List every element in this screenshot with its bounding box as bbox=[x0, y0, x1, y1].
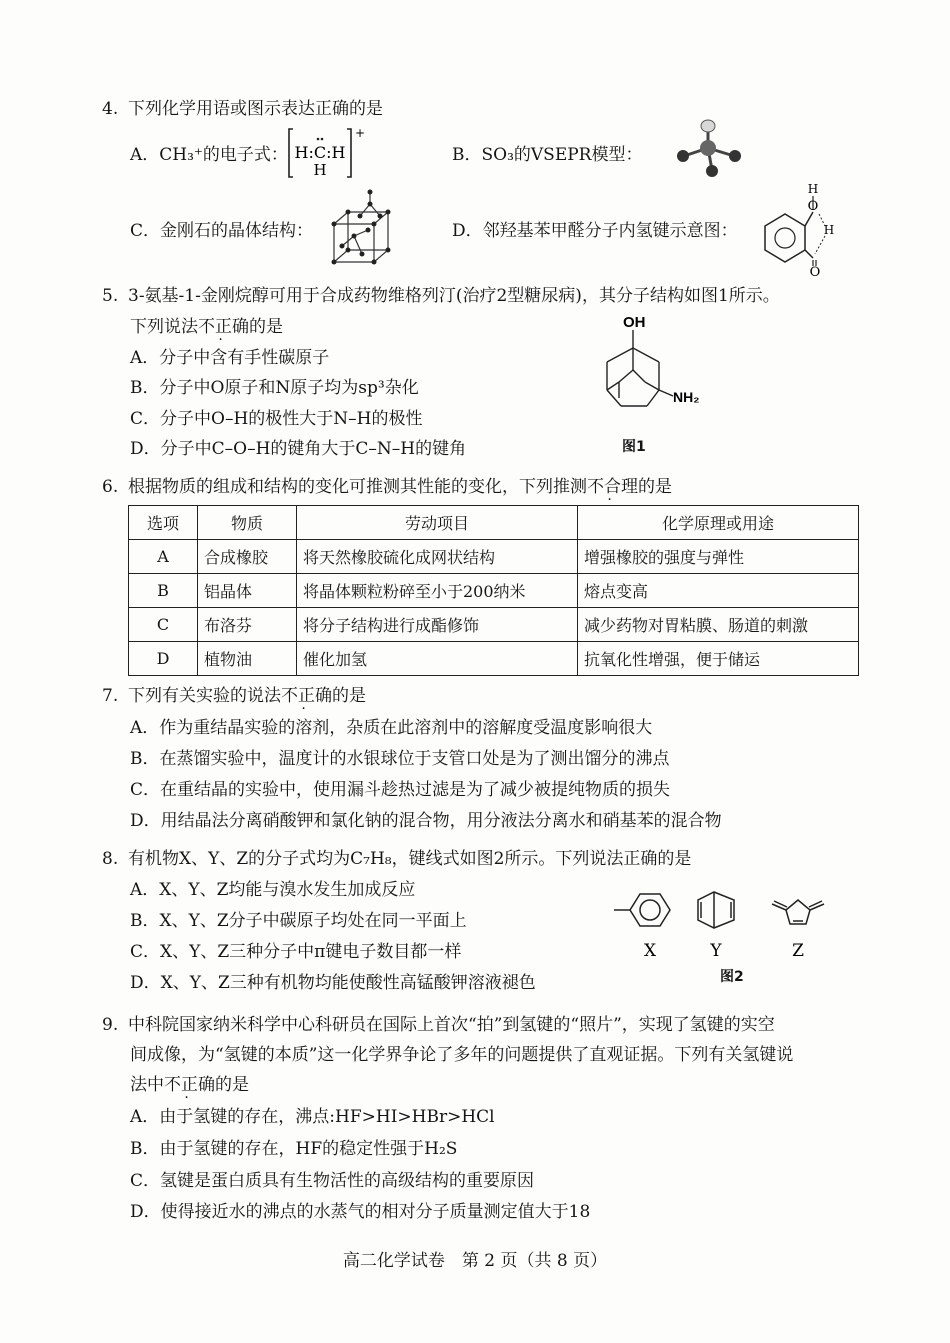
q8-option-a: A．X、Y、Z均能与溴水发生加成反应 bbox=[130, 880, 416, 900]
q4-option-c: C．金刚石的晶体结构： bbox=[130, 221, 314, 241]
label-x: X bbox=[643, 941, 657, 961]
salicylaldehyde-hbond-figure bbox=[755, 178, 845, 280]
header-principle: 化学原理或用途 bbox=[578, 506, 859, 540]
lewis-formula: H:C:H bbox=[294, 143, 346, 162]
q8-option-b: B．X、Y、Z分子中碳原子均处在同一平面上 bbox=[130, 911, 467, 931]
q5-option-d: D．分子中C–O–H的键角大于C–N–H的键角 bbox=[130, 439, 467, 459]
lewis-h-bottom: H bbox=[313, 161, 327, 179]
table-cell: 熔点变高 bbox=[578, 574, 859, 608]
figure2-structures bbox=[610, 880, 850, 964]
q9-option-b: B．由于氢键的存在，HF的稳定性强于H₂S bbox=[130, 1139, 458, 1159]
q8-stem: 8. 有机物X、Y、Z的分子式均为C₇H₈，键线式如图2所示。下列说法正确的是 bbox=[102, 849, 692, 869]
figure1-caption: 图1 bbox=[622, 439, 646, 455]
q9-stem-line3: 法中不正确的是 bbox=[130, 1075, 249, 1095]
q5-stem-line2: 下列说法不正确的是 bbox=[130, 317, 283, 337]
q8-option-d: D．X、Y、Z三种有机物均能使酸性高锰酸钾溶液褪色 bbox=[130, 973, 536, 993]
table-cell: 合成橡胶 bbox=[198, 540, 297, 574]
q8-option-c: C．X、Y、Z三种分子中π键电子数目都一样 bbox=[130, 942, 462, 962]
q6-stem: 6. 根据物质的组成和结构的变化可推测其性能的变化，下列推测不合理的是 bbox=[102, 477, 672, 497]
q7-option-a: A．作为重结晶实验的溶剂，杂质在此溶剂中的溶解度受温度影响很大 bbox=[130, 718, 653, 738]
q7-option-c: C．在重结晶的实验中，使用漏斗趁热过滤是为了减少被提纯物质的损失 bbox=[130, 780, 671, 800]
page-footer: 高二化学试卷 第 2 页（共 8 页） bbox=[342, 1251, 608, 1271]
header-option: 选项 bbox=[129, 506, 198, 540]
header-substance: 物质 bbox=[198, 506, 297, 540]
table-cell: 减少药物对胃粘膜、肠道的刺激 bbox=[578, 608, 859, 642]
table-row bbox=[129, 608, 859, 642]
q9-option-d: D．使得接近水的沸点的水蒸气的相对分子质量测定值大于18 bbox=[130, 1202, 591, 1222]
header-labor: 劳动项目 bbox=[297, 506, 578, 540]
aldehyde-h-label: H bbox=[823, 223, 835, 237]
q5-option-b: B．分子中O原子和N原子均为sp³杂化 bbox=[130, 378, 419, 398]
aminoadamantanol-structure bbox=[585, 308, 710, 458]
q9-option-c: C．氢键是蛋白质具有生物活性的高级结构的重要原因 bbox=[130, 1171, 535, 1191]
table-cell: 将晶体颗粒粉碎至小于200纳米 bbox=[297, 574, 578, 608]
q5-stem: 5. 3-氨基-1-金刚烷醇可用于合成药物维格列汀(治疗2型糖尿病)，其分子结构如图1所示。 bbox=[102, 286, 780, 306]
q4-option-d: D．邻羟基苯甲醛分子内氢键示意图： bbox=[452, 221, 738, 241]
oh-label: OH bbox=[623, 314, 646, 331]
figure2-caption: 图2 bbox=[720, 969, 744, 985]
q4-option-a: A．CH₃⁺的电子式： bbox=[130, 145, 288, 165]
q5-option-c: C．分子中O–H的极性大于N–H的极性 bbox=[130, 409, 423, 429]
q7-stem: 7. 下列有关实验的说法不正确的是 bbox=[102, 686, 366, 706]
table-cell: A bbox=[129, 540, 198, 574]
table-row bbox=[129, 540, 859, 574]
table-header-row bbox=[129, 506, 859, 540]
table-row bbox=[129, 574, 859, 608]
table-cell: 铝晶体 bbox=[198, 574, 297, 608]
table-cell: 抗氧化性增强，便于储运 bbox=[578, 642, 859, 676]
q7-option-d: D．用结晶法分离硝酸钾和氯化钠的混合物，用分液法分离水和硝基苯的混合物 bbox=[130, 811, 722, 831]
table-cell: 将分子结构进行成酯修饰 bbox=[297, 608, 578, 642]
nh2-label: NH₂ bbox=[673, 389, 700, 405]
table-cell: 催化加氢 bbox=[297, 642, 578, 676]
table-cell: B bbox=[129, 574, 198, 608]
q6-table bbox=[128, 505, 859, 676]
table-cell: D bbox=[129, 642, 198, 676]
table-cell: 布洛芬 bbox=[198, 608, 297, 642]
aldehyde-o-label: O bbox=[809, 265, 821, 280]
q4-option-b: B．SO₃的VSEPR模型： bbox=[452, 145, 643, 165]
table-cell: 增强橡胶的强度与弹性 bbox=[578, 540, 859, 574]
ch3-lewis-structure bbox=[285, 124, 366, 182]
q9-option-a: A．由于氢键的存在，沸点:HF>HI>HBr>HCl bbox=[130, 1107, 495, 1127]
phenol-h-label: H bbox=[807, 182, 819, 196]
label-z: Z bbox=[792, 941, 804, 961]
lewis-charge: + bbox=[355, 126, 366, 140]
q5-option-a: A．分子中含有手性碳原子 bbox=[130, 348, 330, 368]
diamond-crystal-structure bbox=[322, 186, 402, 270]
q7-option-b: B．在蒸馏实验中，温度计的水银球位于支管口处是为了测出馏分的沸点 bbox=[130, 749, 670, 769]
table-cell: C bbox=[129, 608, 198, 642]
table-cell: 植物油 bbox=[198, 642, 297, 676]
label-y: Y bbox=[710, 941, 722, 961]
q9-stem-line1: 9. 中科院国家纳米科学中心科研员在国际上首次“拍”到氢键的“照片”，实现了氢键的实空 bbox=[102, 1015, 775, 1035]
phenol-o-label: O bbox=[807, 199, 819, 214]
so3-vsepr-model bbox=[672, 118, 746, 180]
table-cell: 将天然橡胶硫化成网状结构 bbox=[297, 540, 578, 574]
table-row bbox=[129, 642, 859, 676]
q9-stem-line2: 间成像，为“氢键的本质”这一化学界争论了多年的问题提供了直观证据。下列有关氢键说 bbox=[130, 1045, 794, 1065]
q4-stem: 4. 下列化学用语或图示表达正确的是 bbox=[102, 99, 383, 119]
